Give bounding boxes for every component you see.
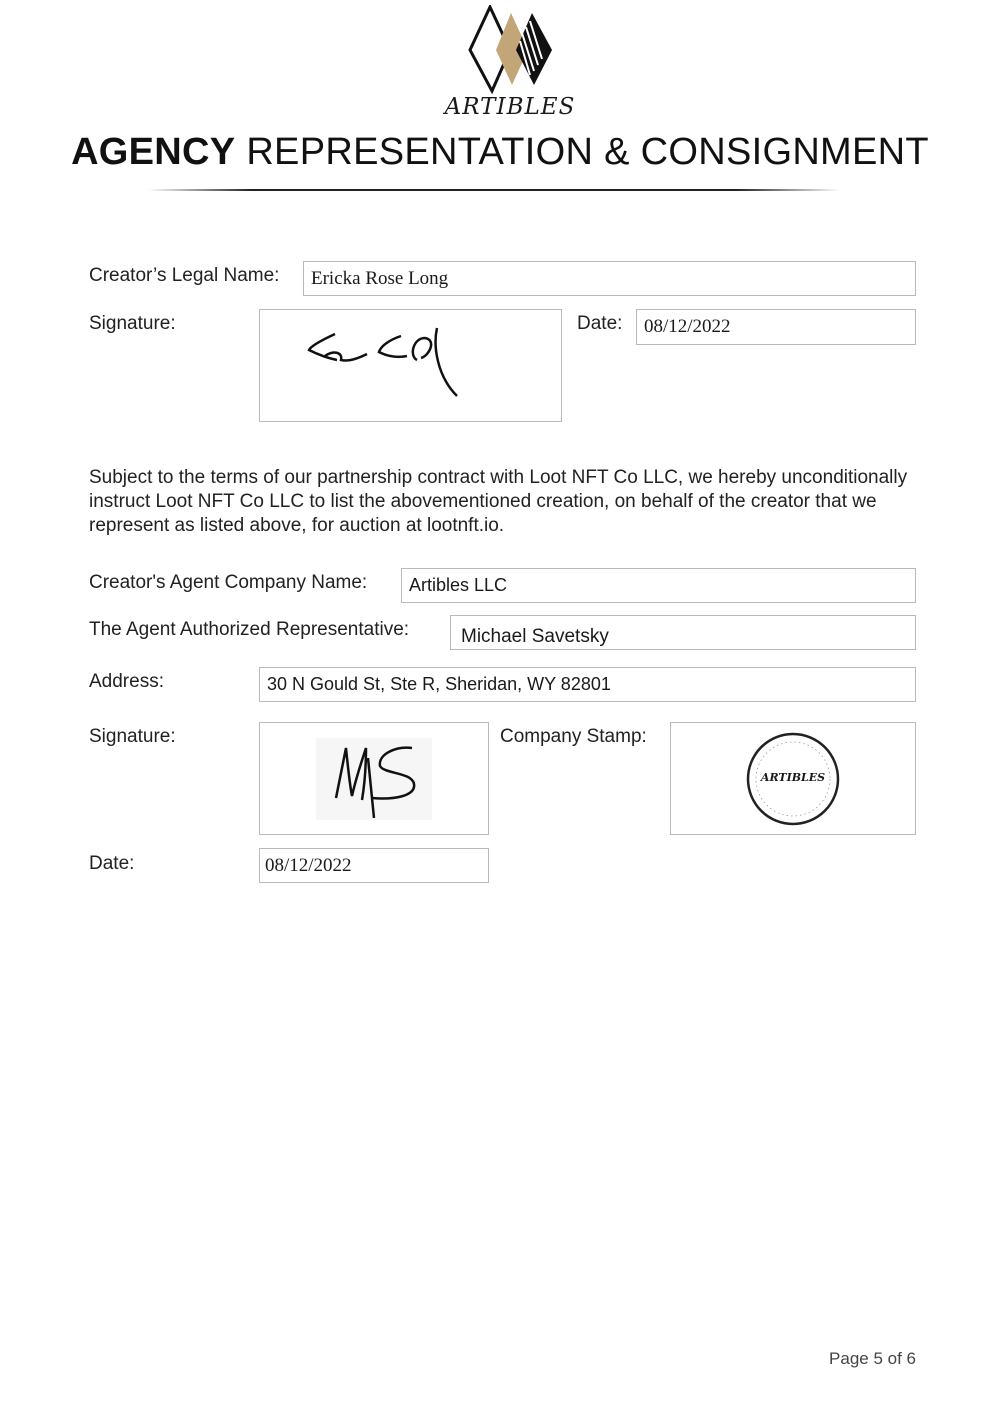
brand-name: ARTIBLES: [444, 94, 576, 120]
creator-signature-icon: [297, 316, 477, 416]
agent-date-label: Date:: [89, 853, 135, 874]
creator-date-field[interactable]: 08/12/2022: [636, 309, 916, 345]
agent-date-field[interactable]: 08/12/2022: [259, 848, 489, 883]
instruction-paragraph: Subject to the terms of our partnership contract with Loot NFT Co LLC, we hereby unconditionally instruct Loot NFT Co LLC to list the abovementioned creation, on behalf of the creator that we represent as listed above, for auction at lootnft.io.: [89, 467, 908, 536]
company-stamp-box[interactable]: [670, 722, 916, 835]
stamp-text: ARTIBLES: [760, 770, 826, 784]
agent-representative-field[interactable]: Michael Savetsky: [450, 615, 916, 650]
creator-signature-label: Signature:: [89, 313, 176, 334]
creator-signature-box[interactable]: [259, 309, 562, 422]
creator-date-label: Date:: [577, 313, 623, 334]
page-number: Page 5 of 6: [829, 1349, 916, 1368]
title-bold: AGENCY: [71, 131, 236, 173]
agent-representative-label: The Agent Authorized Representative:: [89, 619, 410, 640]
company-stamp-icon: [745, 731, 841, 827]
title-rest: REPRESENTATION & CONSIGNMENT: [246, 131, 929, 173]
agent-company-field[interactable]: Artibles LLC: [401, 568, 916, 603]
creator-legal-name-field[interactable]: Ericka Rose Long: [303, 261, 916, 296]
agent-address-label: Address:: [89, 671, 164, 692]
agent-signature-box[interactable]: [259, 722, 489, 835]
agent-signature-image: [316, 738, 432, 820]
document-title: [0, 131, 1000, 174]
agent-signature-icon: [316, 738, 432, 820]
agent-signature-label: Signature:: [89, 726, 176, 747]
agent-company-label: Creator's Agent Company Name:: [89, 572, 368, 593]
creator-legal-name-label: Creator’s Legal Name:: [89, 265, 280, 286]
company-stamp-label: Company Stamp:: [500, 726, 647, 747]
agent-address-field[interactable]: 30 N Gould St, Ste R, Sheridan, WY 82801: [259, 667, 916, 702]
title-divider: [148, 189, 840, 191]
